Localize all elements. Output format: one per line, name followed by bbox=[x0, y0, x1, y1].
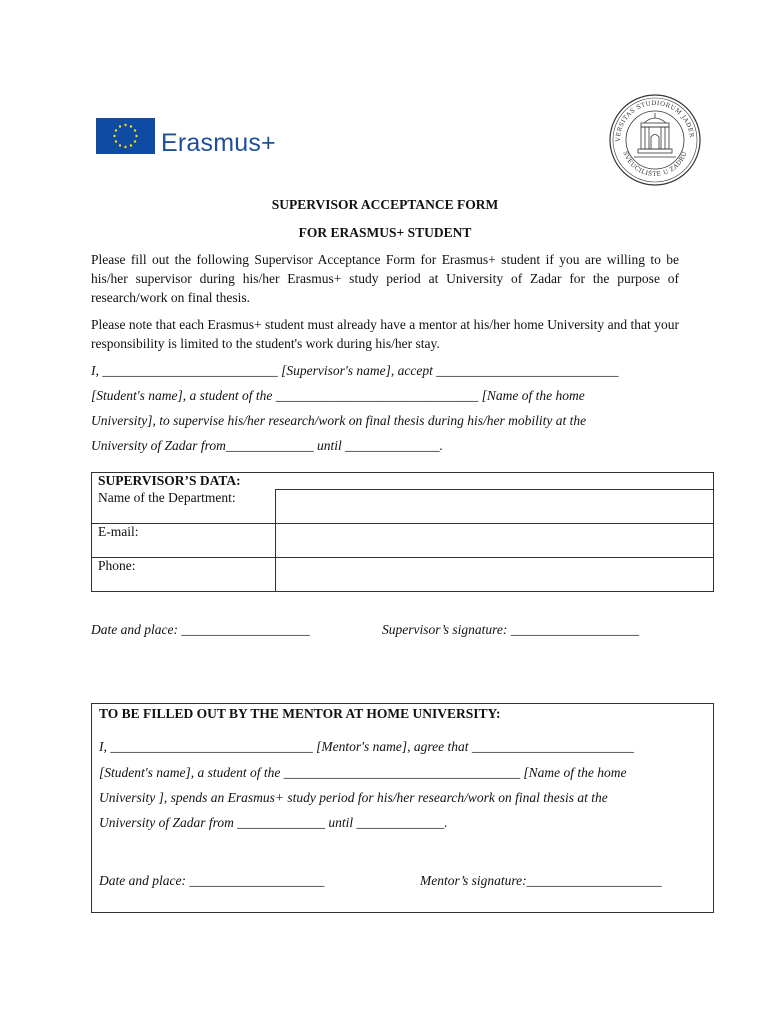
svg-text:UNIVERSITAS STUDIORUM JADERTIN bbox=[608, 93, 695, 143]
university-seal-logo bbox=[608, 93, 702, 187]
supervisor-statement-line-1[interactable]: I, __________________________ [Supervisor's name], accept ___________________________ bbox=[91, 363, 619, 378]
supervisor-date-place[interactable]: Date and place: ___________________ bbox=[91, 622, 310, 637]
department-field[interactable] bbox=[276, 490, 714, 524]
department-label: Name of the Department: bbox=[92, 490, 276, 524]
phone-label: Phone: bbox=[92, 558, 276, 592]
erasmus-logo-text: Erasmus+ bbox=[161, 129, 276, 157]
supervisor-signature[interactable]: Supervisor’s signature: ___________________ bbox=[382, 622, 640, 637]
supervisor-statement-line-4[interactable]: University of Zadar from_____________ until ______________. bbox=[91, 438, 444, 453]
mentor-statement-line-3: University ], spends an Erasmus+ study period for his/her research/work on final thesis at the bbox=[99, 790, 608, 805]
supervisor-statement-line-2[interactable]: [Student's name], a student of the ______________________________ [Name of the home bbox=[91, 388, 585, 403]
supervisor-data-heading: SUPERVISOR’S DATA: bbox=[92, 473, 714, 490]
form-title: SUPERVISOR ACCEPTANCE FORM bbox=[271, 197, 499, 212]
mentor-statement-line-4[interactable]: University of Zadar from _____________ until _____________. bbox=[99, 815, 448, 830]
mentor-signature[interactable]: Mentor’s signature:____________________ bbox=[420, 873, 662, 888]
mentor-section-heading: TO BE FILLED OUT BY THE MENTOR AT HOME UNIVERSITY: bbox=[99, 706, 501, 721]
mentor-statement-line-1[interactable]: I, ______________________________ [Mentor's name], agree that ________________________ bbox=[99, 739, 634, 754]
note-paragraph: Please note that each Erasmus+ student must already have a mentor at his/her home University and that your responsibility is limited to the student's work during his/her stay. bbox=[91, 317, 679, 351]
form-subtitle: FOR ERASMUS+ STUDENT bbox=[298, 225, 472, 240]
phone-field[interactable] bbox=[276, 558, 714, 592]
eu-flag-logo bbox=[96, 118, 155, 154]
intro-paragraph: Please fill out the following Supervisor Acceptance Form for Erasmus+ student if you are willing to be his/her supervisor during his/her Erasmus+ study period at University of Zadar for the purpose of research/work on final thesis. bbox=[91, 252, 679, 305]
seal-text-top: VERSITAS STUDIORUM JADER bbox=[614, 99, 695, 142]
svg-text:SVEUČILIŠTE U ZADRU bbox=[621, 150, 688, 178]
supervisor-data-table bbox=[91, 472, 714, 592]
mentor-statement-line-2[interactable]: [Student's name], a student of the ___________________________________ [Name of the home bbox=[99, 765, 627, 780]
seal-text-bottom: SVEUČILIŠTE U ZADRU bbox=[621, 150, 689, 179]
mentor-date-place[interactable]: Date and place: ____________________ bbox=[99, 873, 325, 888]
email-field[interactable] bbox=[276, 524, 714, 558]
supervisor-statement-line-3: University], to supervise his/her research/work on final thesis during his/her mobility at the bbox=[91, 413, 587, 428]
email-label: E-mail: bbox=[92, 524, 276, 558]
